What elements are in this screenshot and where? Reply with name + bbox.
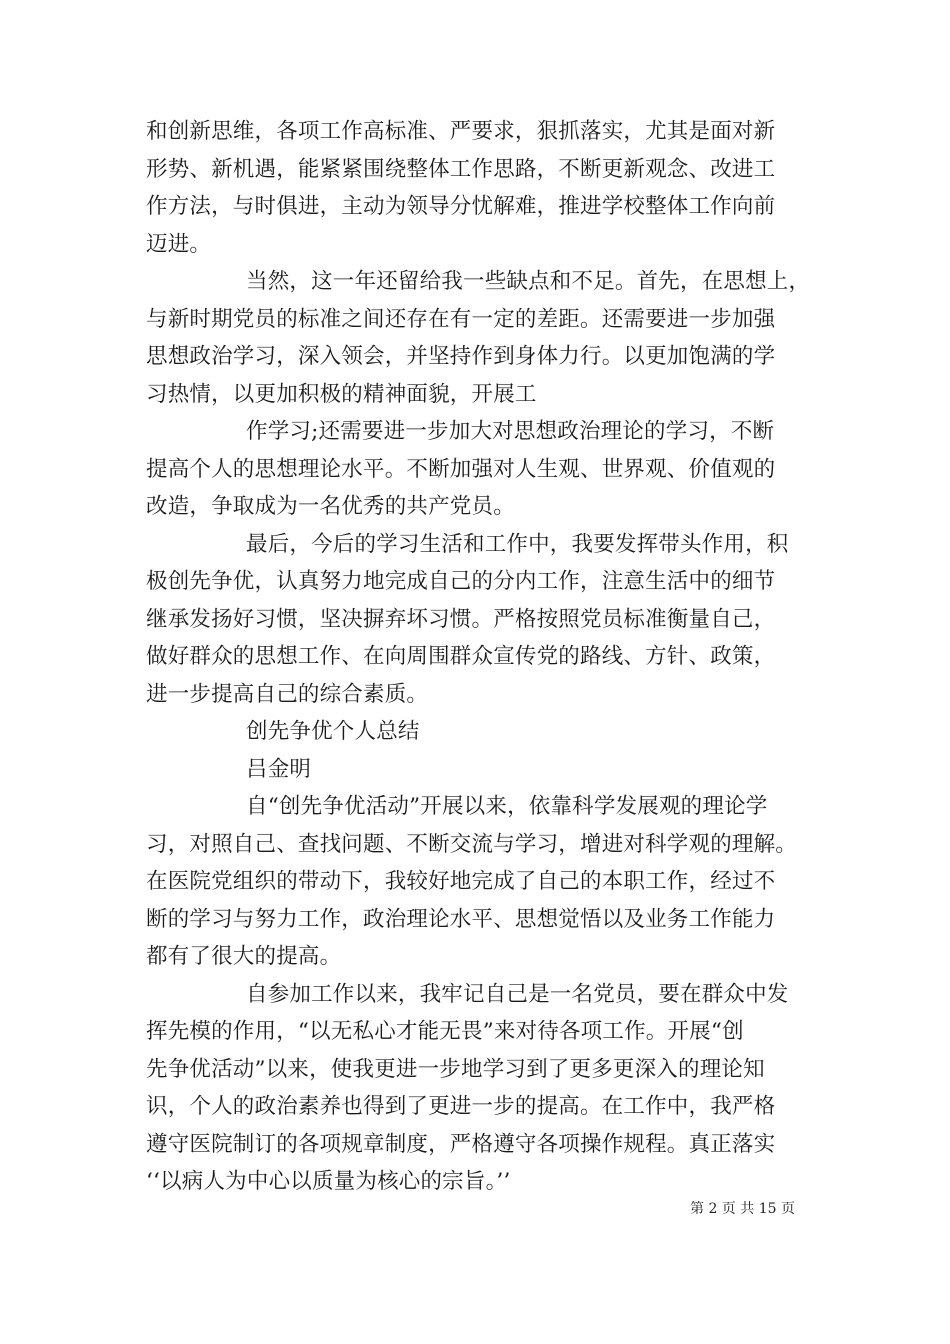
text-line: 极创先争优，认真努力地完成自己的分内工作，注意生活中的细节	[146, 569, 776, 594]
text-line: 迈进。	[146, 231, 212, 257]
text-line: 识，个人的政治素养也得到了更进一步的提高。在工作中，我严格	[146, 1094, 776, 1119]
text-line: ‘‘以病人为中心以质量为核心的宗旨。’’	[146, 1169, 511, 1194]
text-line: 都有了很大的提高。	[146, 944, 342, 969]
text-line: 继承发扬好习惯，坚决摒弃坏习惯。严格按照党员标准衡量自己，	[146, 606, 776, 632]
page-number-footer: 第 2 页 共 15 页	[690, 1201, 795, 1217]
text-line: 当然，这一年还留给我一些缺点和不足。首先，在思想上，	[246, 269, 811, 294]
text-line: 遵守医院制订的各项规章制度，严格遵守各项操作规程。真正落实	[146, 1131, 776, 1157]
text-line: 习热情，以更加积极的精神面貌，开展工	[146, 381, 537, 407]
text-line: 挥先模的作用，“以无私心才能无畏”来对待各项工作。开展“创	[146, 1019, 744, 1044]
text-line: 改造，争取成为一名优秀的共产党员。	[146, 494, 515, 519]
text-line: 作学习;还需要进一步加大对思想政治理论的学习，不断	[246, 419, 775, 444]
text-line: 作方法，与时俱进，主动为领导分忧解难，推进学校整体工作向前	[146, 194, 776, 219]
text-line: 先争优活动”以来，使我更进一步地学习到了更多更深入的理论知	[146, 1056, 765, 1082]
text-line: 断的学习与努力工作，政治理论水平、思想觉悟以及业务工作能力	[146, 906, 776, 932]
text-line: 最后，今后的学习生活和工作中，我要发挥带头作用，积	[246, 531, 789, 557]
text-line: 自参加工作以来，我牢记自己是一名党员，要在群众中发	[246, 981, 789, 1007]
text-line: 在医院党组织的带动下，我较好地完成了自己的本职工作，经过不	[146, 869, 776, 894]
text-line: 和创新思维，各项工作高标准、严要求，狠抓落实，尤其是面对新	[146, 119, 776, 144]
text-line: 形势、新机遇，能紧紧围绕整体工作思路，不断更新观念、改进工	[146, 156, 776, 182]
document-body	[146, 113, 811, 1201]
text-line: 思想政治学习，深入领会，并坚持作到身体力行。以更加饱满的学	[146, 344, 776, 369]
text-line: 自“创先争优活动”开展以来，依靠科学发展观的理论学	[246, 794, 768, 819]
text-line: 提高个人的思想理论水平。不断加强对人生观、世界观、价值观的	[146, 456, 776, 482]
text-line: 进一步提高自己的综合素质。	[146, 681, 429, 707]
text-line: 创先争优个人总结	[246, 719, 420, 744]
text-line: 做好群众的思想工作、在向周围群众宣传党的路线、方针、政策，	[146, 644, 776, 669]
text-line: 习，对照自己、查找问题、不断交流与学习，增进对科学观的理解。	[146, 831, 798, 857]
text-line: 与新时期党员的标准之间还存在有一定的差距。还需要进一步加强	[146, 306, 776, 332]
text-line: 吕金明	[246, 756, 312, 782]
